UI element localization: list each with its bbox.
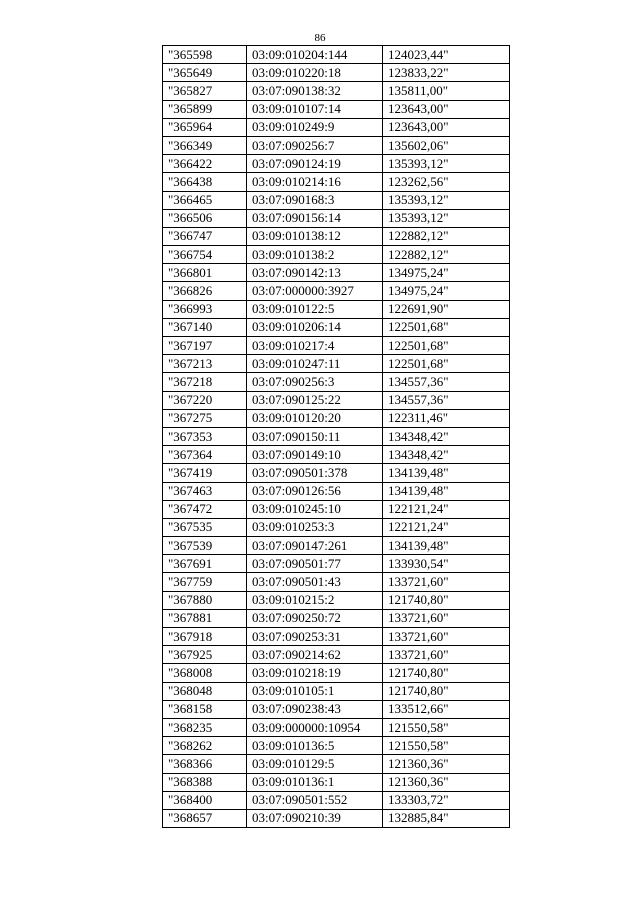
amount-cell: 123833,22" [383,64,510,82]
cadastral-number-cell: 03:09:010220:18 [247,64,383,82]
table-row [163,409,510,427]
cadastral-number-cell: 03:09:010218:19 [247,664,383,682]
record-id-cell: "367881 [163,609,247,627]
record-id-cell: "366438 [163,173,247,191]
amount-cell: 121360,36" [383,773,510,791]
amount-cell: 122691,90" [383,300,510,318]
cadastral-number-cell: 03:09:010215:2 [247,591,383,609]
record-id-cell: "367759 [163,573,247,591]
amount-cell: 134139,48" [383,482,510,500]
amount-cell: 122121,24" [383,518,510,536]
record-id-cell: "366754 [163,246,247,264]
amount-cell: 121740,80" [383,682,510,700]
cadastral-number-cell: 03:07:090256:3 [247,373,383,391]
cadastral-number-cell: 03:07:090149:10 [247,446,383,464]
record-id-cell: "367419 [163,464,247,482]
table-row [163,446,510,464]
record-id-cell: "365598 [163,46,247,64]
table-row [163,646,510,664]
table-row [163,773,510,791]
amount-cell: 134975,24" [383,264,510,282]
amount-cell: 122501,68" [383,355,510,373]
cadastral-number-cell: 03:09:010245:10 [247,500,383,518]
record-id-cell: "367925 [163,646,247,664]
cadastral-number-cell: 03:09:010217:4 [247,337,383,355]
record-id-cell: "367353 [163,427,247,445]
cadastral-number-cell: 03:07:090156:14 [247,209,383,227]
cadastral-number-cell: 03:09:000000:10954 [247,718,383,736]
record-id-cell: "366826 [163,282,247,300]
amount-cell: 122501,68" [383,337,510,355]
amount-cell: 133721,60" [383,609,510,627]
record-id-cell: "367539 [163,537,247,555]
amount-cell: 135393,12" [383,209,510,227]
cadastral-number-cell: 03:09:010204:144 [247,46,383,64]
amount-cell: 122882,12" [383,246,510,264]
amount-cell: 133512,66" [383,700,510,718]
record-id-cell: "368366 [163,755,247,773]
cadastral-number-cell: 03:09:010214:16 [247,173,383,191]
amount-cell: 124023,44" [383,46,510,64]
amount-cell: 123643,00" [383,118,510,136]
table-row [163,482,510,500]
table-row [163,628,510,646]
record-id-cell: "368008 [163,664,247,682]
table-row [163,355,510,373]
cadastral-number-cell: 03:09:010107:14 [247,100,383,118]
table-row [163,518,510,536]
table-row [163,737,510,755]
cadastral-number-cell: 03:09:010136:1 [247,773,383,791]
cadastral-number-cell: 03:09:010247:11 [247,355,383,373]
table-row [163,82,510,100]
cadastral-number-cell: 03:07:090256:7 [247,136,383,154]
table-row [163,718,510,736]
amount-cell: 121550,58" [383,718,510,736]
table-row [163,427,510,445]
table-row [163,227,510,245]
record-id-cell: "365649 [163,64,247,82]
table-row [163,136,510,154]
amount-cell: 121550,58" [383,737,510,755]
record-id-cell: "367535 [163,518,247,536]
record-id-cell: "365827 [163,82,247,100]
record-id-cell: "367140 [163,318,247,336]
amount-cell: 134557,36" [383,391,510,409]
cadastral-number-cell: 03:09:010120:20 [247,409,383,427]
record-id-cell: "367220 [163,391,247,409]
cadastral-number-cell: 03:07:090142:13 [247,264,383,282]
table-row [163,282,510,300]
cadastral-number-cell: 03:07:090168:3 [247,191,383,209]
table-row [163,246,510,264]
cadastral-number-cell: 03:07:090138:32 [247,82,383,100]
data-table [162,45,510,828]
table-row [163,264,510,282]
record-id-cell: "368048 [163,682,247,700]
cadastral-number-cell: 03:07:090124:19 [247,155,383,173]
table-row [163,100,510,118]
amount-cell: 135811,00" [383,82,510,100]
table-row [163,591,510,609]
record-id-cell: "368158 [163,700,247,718]
table-row [163,209,510,227]
record-id-cell: "366349 [163,136,247,154]
table-row [163,118,510,136]
record-id-cell: "367918 [163,628,247,646]
table-row [163,609,510,627]
table-row [163,664,510,682]
record-id-cell: "368388 [163,773,247,791]
cadastral-number-cell: 03:07:090150:11 [247,427,383,445]
table-row [163,373,510,391]
cadastral-number-cell: 03:07:090147:261 [247,537,383,555]
amount-cell: 134139,48" [383,537,510,555]
table-row [163,500,510,518]
record-id-cell: "366801 [163,264,247,282]
record-id-cell: "365964 [163,118,247,136]
record-id-cell: "367364 [163,446,247,464]
amount-cell: 121360,36" [383,755,510,773]
cadastral-number-cell: 03:09:010206:14 [247,318,383,336]
record-id-cell: "366747 [163,227,247,245]
table-row [163,391,510,409]
cadastral-number-cell: 03:09:010136:5 [247,737,383,755]
amount-cell: 123643,00" [383,100,510,118]
record-id-cell: "368235 [163,718,247,736]
table-row [163,46,510,64]
record-id-cell: "366422 [163,155,247,173]
cadastral-number-cell: 03:07:090214:62 [247,646,383,664]
table-row [163,155,510,173]
amount-cell: 122121,24" [383,500,510,518]
record-id-cell: "366465 [163,191,247,209]
table-row [163,791,510,809]
table-row [163,191,510,209]
table-row [163,555,510,573]
record-id-cell: "367197 [163,337,247,355]
cadastral-number-cell: 03:07:090501:43 [247,573,383,591]
amount-cell: 135393,12" [383,191,510,209]
amount-cell: 134557,36" [383,373,510,391]
cadastral-number-cell: 03:07:090501:77 [247,555,383,573]
record-id-cell: "367275 [163,409,247,427]
cadastral-number-cell: 03:07:090501:378 [247,464,383,482]
cadastral-number-cell: 03:07:090250:72 [247,609,383,627]
cadastral-number-cell: 03:07:090210:39 [247,809,383,827]
table-row [163,173,510,191]
record-id-cell: "367691 [163,555,247,573]
cadastral-number-cell: 03:09:010138:2 [247,246,383,264]
cadastral-number-cell: 03:07:090501:552 [247,791,383,809]
table-row [163,464,510,482]
amount-cell: 122882,12" [383,227,510,245]
page-number: 86 [314,32,326,44]
record-id-cell: "368657 [163,809,247,827]
table-row [163,809,510,827]
cadastral-number-cell: 03:07:090253:31 [247,628,383,646]
amount-cell: 135393,12" [383,155,510,173]
amount-cell: 134348,42" [383,427,510,445]
amount-cell: 133721,60" [383,628,510,646]
amount-cell: 123262,56" [383,173,510,191]
record-id-cell: "367213 [163,355,247,373]
record-id-cell: "367880 [163,591,247,609]
cadastral-number-cell: 03:07:090125:22 [247,391,383,409]
record-id-cell: "367463 [163,482,247,500]
table-body [163,46,510,828]
table-row [163,64,510,82]
record-id-cell: "368262 [163,737,247,755]
record-id-cell: "367472 [163,500,247,518]
amount-cell: 134348,42" [383,446,510,464]
amount-cell: 133721,60" [383,646,510,664]
amount-cell: 134975,24" [383,282,510,300]
record-id-cell: "365899 [163,100,247,118]
cadastral-number-cell: 03:09:010249:9 [247,118,383,136]
record-id-cell: "366993 [163,300,247,318]
table-row [163,700,510,718]
cadastral-number-cell: 03:07:090238:43 [247,700,383,718]
amount-cell: 134139,48" [383,464,510,482]
amount-cell: 122311,46" [383,409,510,427]
table-row [163,573,510,591]
amount-cell: 122501,68" [383,318,510,336]
cadastral-number-cell: 03:09:010138:12 [247,227,383,245]
record-id-cell: "368400 [163,791,247,809]
amount-cell: 132885,84" [383,809,510,827]
amount-cell: 135602,06" [383,136,510,154]
cadastral-number-cell: 03:09:010253:3 [247,518,383,536]
table-row [163,318,510,336]
table-row [163,755,510,773]
amount-cell: 133721,60" [383,573,510,591]
table-row [163,300,510,318]
amount-cell: 133930,54" [383,555,510,573]
cadastral-number-cell: 03:09:010129:5 [247,755,383,773]
record-id-cell: "367218 [163,373,247,391]
amount-cell: 121740,80" [383,591,510,609]
amount-cell: 133303,72" [383,791,510,809]
cadastral-number-cell: 03:07:000000:3927 [247,282,383,300]
table-row [163,337,510,355]
table-row [163,682,510,700]
cadastral-number-cell: 03:09:010105:1 [247,682,383,700]
amount-cell: 121740,80" [383,664,510,682]
cadastral-number-cell: 03:09:010122:5 [247,300,383,318]
cadastral-number-cell: 03:07:090126:56 [247,482,383,500]
table-row [163,537,510,555]
record-id-cell: "366506 [163,209,247,227]
